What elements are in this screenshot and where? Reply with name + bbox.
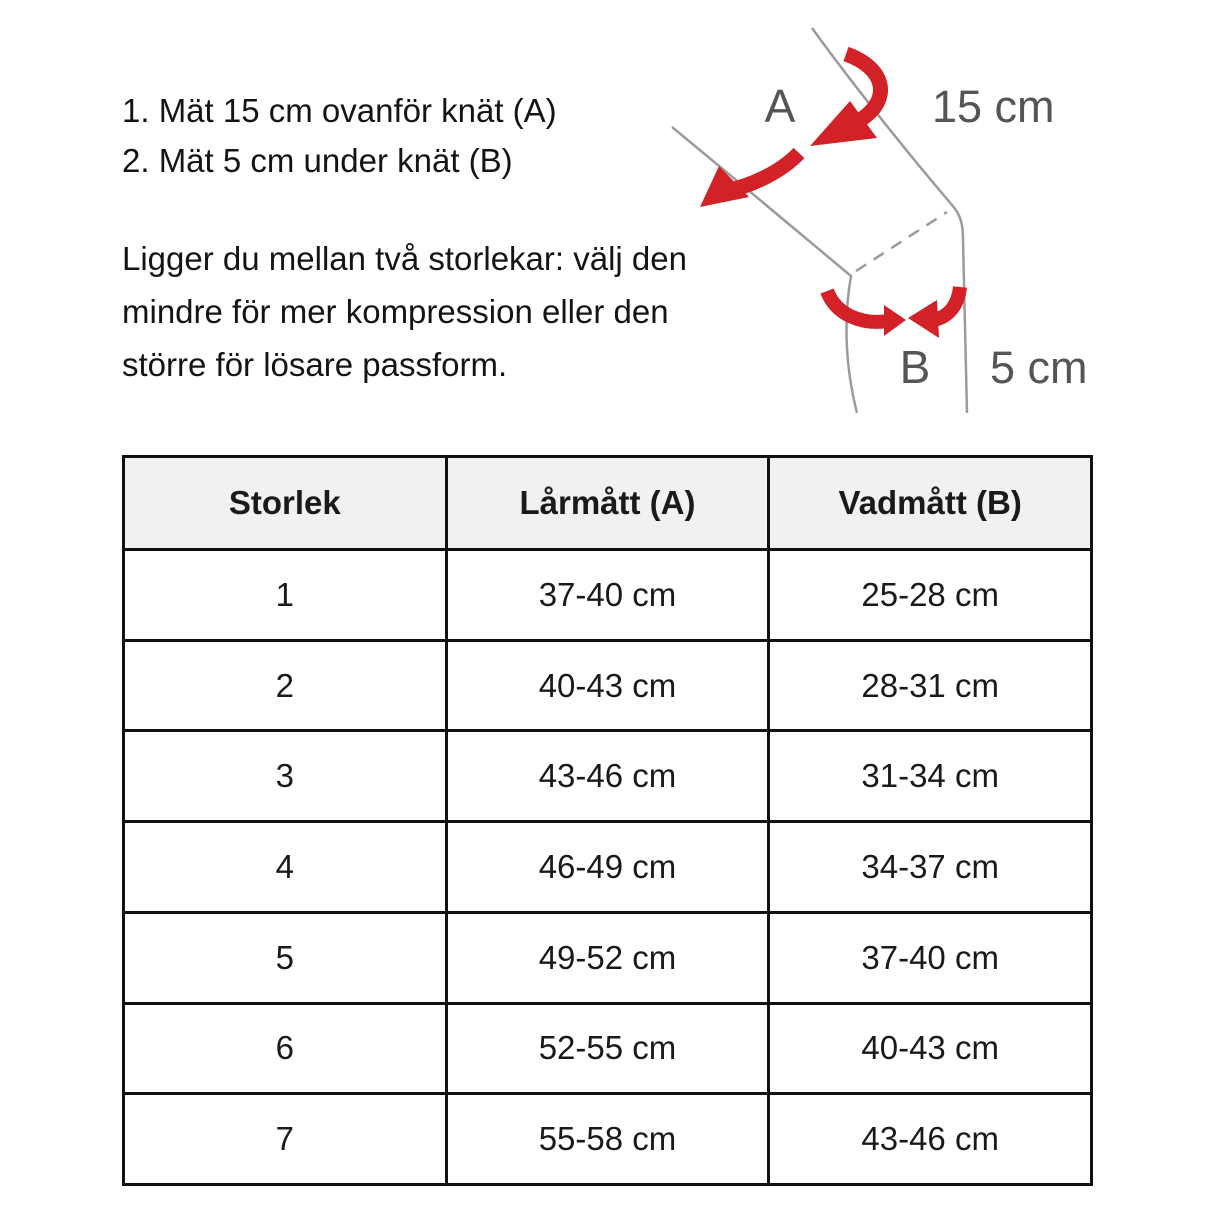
column-header-storlek: Storlek bbox=[124, 457, 447, 550]
table-row bbox=[124, 640, 1092, 731]
size-table-header-row bbox=[124, 457, 1092, 550]
arrow-b-left-head bbox=[884, 305, 906, 336]
calf-measure-cell: 28-31 cm bbox=[769, 640, 1092, 731]
size-cell: 1 bbox=[124, 550, 447, 641]
size-table bbox=[122, 455, 1093, 1186]
label-b: B bbox=[899, 341, 931, 393]
knee-measurement-diagram bbox=[650, 0, 1114, 432]
calf-measure-cell: 34-37 cm bbox=[769, 822, 1092, 913]
size-cell: 6 bbox=[124, 1003, 447, 1094]
measure-a-value: 15 cm bbox=[932, 81, 1055, 132]
calf-measure-cell: 40-43 cm bbox=[769, 1003, 1092, 1094]
size-cell: 2 bbox=[124, 640, 447, 731]
size-cell: 4 bbox=[124, 822, 447, 913]
arrow-b-right-head bbox=[908, 300, 939, 338]
size-cell: 3 bbox=[124, 731, 447, 822]
arrow-b-left-band bbox=[827, 291, 888, 322]
instruction-step-1: 1. Mät 15 cm ovanför knät (A) bbox=[122, 92, 557, 129]
thigh-measure-cell: 55-58 cm bbox=[446, 1094, 769, 1185]
thigh-measure-cell: 49-52 cm bbox=[446, 912, 769, 1003]
size-cell: 7 bbox=[124, 1094, 447, 1185]
knee-crease-dashed-line bbox=[856, 212, 947, 271]
thigh-measure-cell: 46-49 cm bbox=[446, 822, 769, 913]
table-row bbox=[124, 912, 1092, 1003]
calf-measure-cell: 25-28 cm bbox=[769, 550, 1092, 641]
column-header-larmatt: Lårmått (A) bbox=[446, 457, 769, 550]
table-row bbox=[124, 550, 1092, 641]
measurement-instructions bbox=[122, 86, 728, 391]
arrow-b-right-band bbox=[934, 287, 960, 320]
table-row bbox=[124, 822, 1092, 913]
measure-b-value: 5 cm bbox=[990, 342, 1088, 393]
label-a: A bbox=[764, 80, 796, 132]
column-header-vadmatt: Vadmått (B) bbox=[769, 457, 1092, 550]
calf-measure-cell: 43-46 cm bbox=[769, 1094, 1092, 1185]
thigh-measure-cell: 40-43 cm bbox=[446, 640, 769, 731]
table-row bbox=[124, 731, 1092, 822]
instruction-note: Ligger du mellan två storlekar: välj den mindre för mer kompression eller den större för lösare passform. bbox=[122, 240, 687, 383]
calf-measure-cell: 37-40 cm bbox=[769, 912, 1092, 1003]
table-row bbox=[124, 1094, 1092, 1185]
instruction-step-2: 2. Mät 5 cm under knät (B) bbox=[122, 142, 513, 179]
table-row bbox=[124, 1003, 1092, 1094]
thigh-measure-cell: 37-40 cm bbox=[446, 550, 769, 641]
thigh-measure-cell: 52-55 cm bbox=[446, 1003, 769, 1094]
thigh-measure-cell: 43-46 cm bbox=[446, 731, 769, 822]
size-cell: 5 bbox=[124, 912, 447, 1003]
calf-measure-cell: 31-34 cm bbox=[769, 731, 1092, 822]
